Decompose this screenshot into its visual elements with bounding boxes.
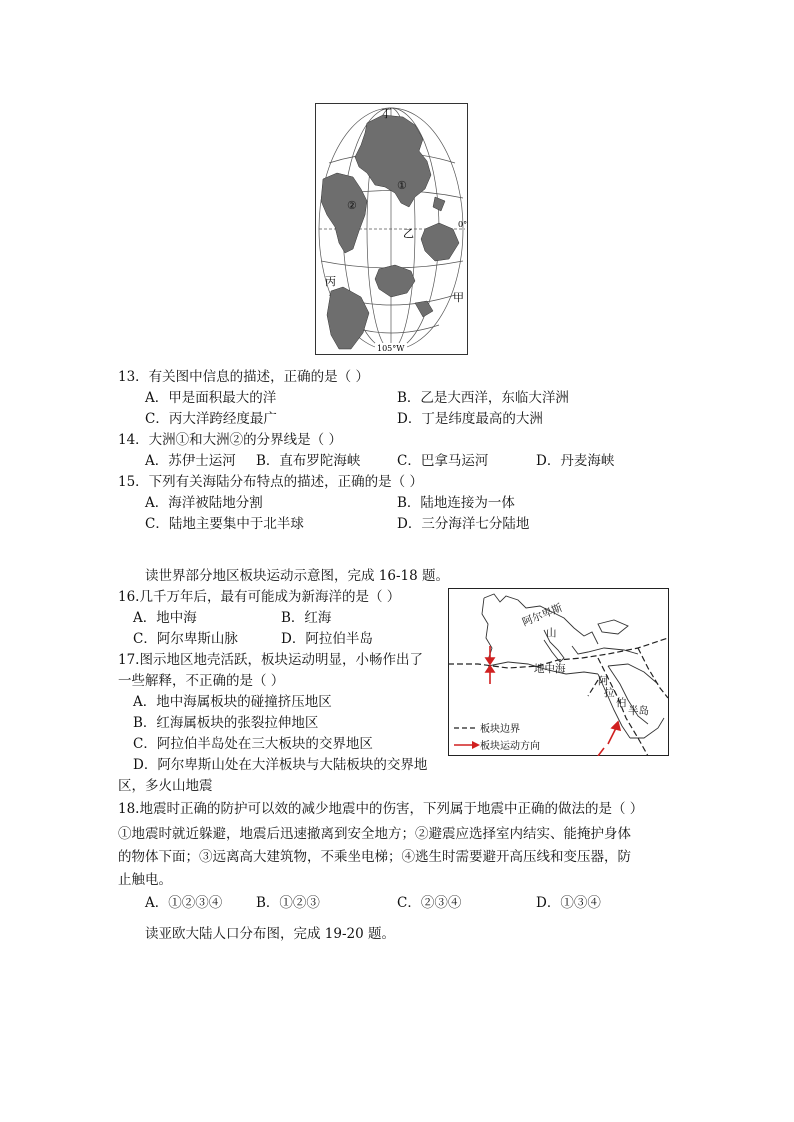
q13-option-d: D．丁是纬度最高的大洲 bbox=[397, 411, 543, 427]
legend-motion-label: 板块运动方向 bbox=[480, 741, 540, 752]
q14-option-b: B．直布罗陀海峡 bbox=[256, 453, 361, 469]
q15-option-a: A．海洋被陆地分割 bbox=[145, 495, 263, 511]
q14-option-c: C．巴拿马运河 bbox=[397, 453, 489, 469]
q17-option-a: A．地中海属板块的碰撞挤压地区 bbox=[133, 694, 332, 710]
q15-option-b: B．陆地连接为一体 bbox=[397, 495, 515, 511]
label-equator: 0° bbox=[458, 220, 468, 229]
plate-movement-map bbox=[448, 588, 669, 756]
q17-option-d-line2: 区，多火山地震 bbox=[118, 778, 213, 794]
q16-stem: 16.几千万年后，最有可能成为新海洋的是（ ） bbox=[118, 589, 401, 605]
q18-line2: 的物体下面；③远离高大建筑物，不乘坐电梯；④逃生时需要避开高压线和变压器，防 bbox=[118, 849, 631, 865]
intro-19-20: 读亚欧大陆人口分布图，完成 19-20 题。 bbox=[145, 926, 396, 942]
q17-stem-line2: 一些解释，不正确的是（ ） bbox=[118, 673, 285, 689]
q18-line3: 止触电。 bbox=[118, 872, 172, 888]
label-bing: 丙 bbox=[325, 275, 336, 288]
q14-option-d: D．丹麦海峡 bbox=[536, 453, 615, 469]
q14-option-a: A．苏伊士运河 bbox=[145, 453, 236, 469]
label-ara-2: 拉 bbox=[604, 687, 615, 699]
label-ding: 丁 bbox=[381, 107, 392, 120]
q18-line1: ①地震时就近躲避，地震后迅速撤离到安全地方；②避震应选择室内结实、能掩护身体 bbox=[118, 826, 631, 842]
q18-option-c: C．②③④ bbox=[397, 895, 462, 911]
label-meridian: 105°W bbox=[377, 344, 405, 353]
q17-option-d-line1: D．阿尔卑斯山处在大洋板块与大陆板块的交界地 bbox=[133, 757, 428, 773]
label-ara-3: 伯 bbox=[616, 697, 627, 709]
q17-option-c: C．阿拉伯半岛处在三大板块的交界地区 bbox=[133, 736, 373, 752]
label-yi: 乙 bbox=[403, 227, 414, 240]
label-jia: 甲 bbox=[453, 291, 464, 304]
q15-option-c: C．陆地主要集中于北半球 bbox=[145, 516, 304, 532]
q18-stem: 18.地震时正确的防护可以效的减少地震中的伤害，下列属于地震中正确的做法的是（ ） bbox=[118, 801, 644, 817]
q17-stem-line1: 17.图示地区地壳活跃，板块运动明显，小畅作出了 bbox=[118, 652, 423, 668]
q16-option-a: A．地中海 bbox=[133, 610, 197, 626]
label-continent-1: ① bbox=[397, 179, 407, 192]
q18-option-d: D．①③④ bbox=[536, 895, 601, 911]
q16-option-b: B．红海 bbox=[281, 610, 332, 626]
label-alps: 阿尔卑斯 bbox=[520, 601, 565, 629]
label-mountain: 山 bbox=[546, 627, 557, 639]
legend-boundary-label: 板块边界 bbox=[480, 724, 520, 735]
world-ocean-map bbox=[315, 103, 468, 355]
intro-16-18: 读世界部分地区板块运动示意图，完成 16-18 题。 bbox=[145, 568, 449, 584]
q18-option-b: B．①②③ bbox=[256, 895, 320, 911]
label-ara-1: 阿 bbox=[598, 675, 609, 687]
q13-option-c: C．丙大洋跨经度最广 bbox=[145, 411, 277, 427]
q16-option-d: D．阿拉伯半岛 bbox=[281, 631, 373, 647]
q17-option-b: B．红海属板块的张裂拉伸地区 bbox=[133, 715, 319, 731]
label-continent-2: ② bbox=[347, 199, 357, 212]
q14-stem: 14．大洲①和大洲②的分界线是（ ） bbox=[118, 432, 342, 448]
q16-option-c: C．阿尔卑斯山脉 bbox=[133, 631, 238, 647]
q13-stem: 13．有关图中信息的描述，正确的是（ ） bbox=[118, 369, 369, 385]
label-peninsula: 半岛 bbox=[628, 705, 649, 717]
q13-option-a: A．甲是面积最大的洋 bbox=[145, 390, 277, 406]
q15-option-d: D．三分海洋七分陆地 bbox=[397, 516, 530, 532]
q13-option-b: B．乙是大西洋，东临大洋洲 bbox=[397, 390, 569, 406]
q18-option-a: A．①②③④ bbox=[145, 895, 223, 911]
label-mediterranean: 地中海 bbox=[534, 663, 566, 675]
q15-stem: 15．下列有关海陆分布特点的描述，正确的是（ ） bbox=[118, 474, 423, 490]
